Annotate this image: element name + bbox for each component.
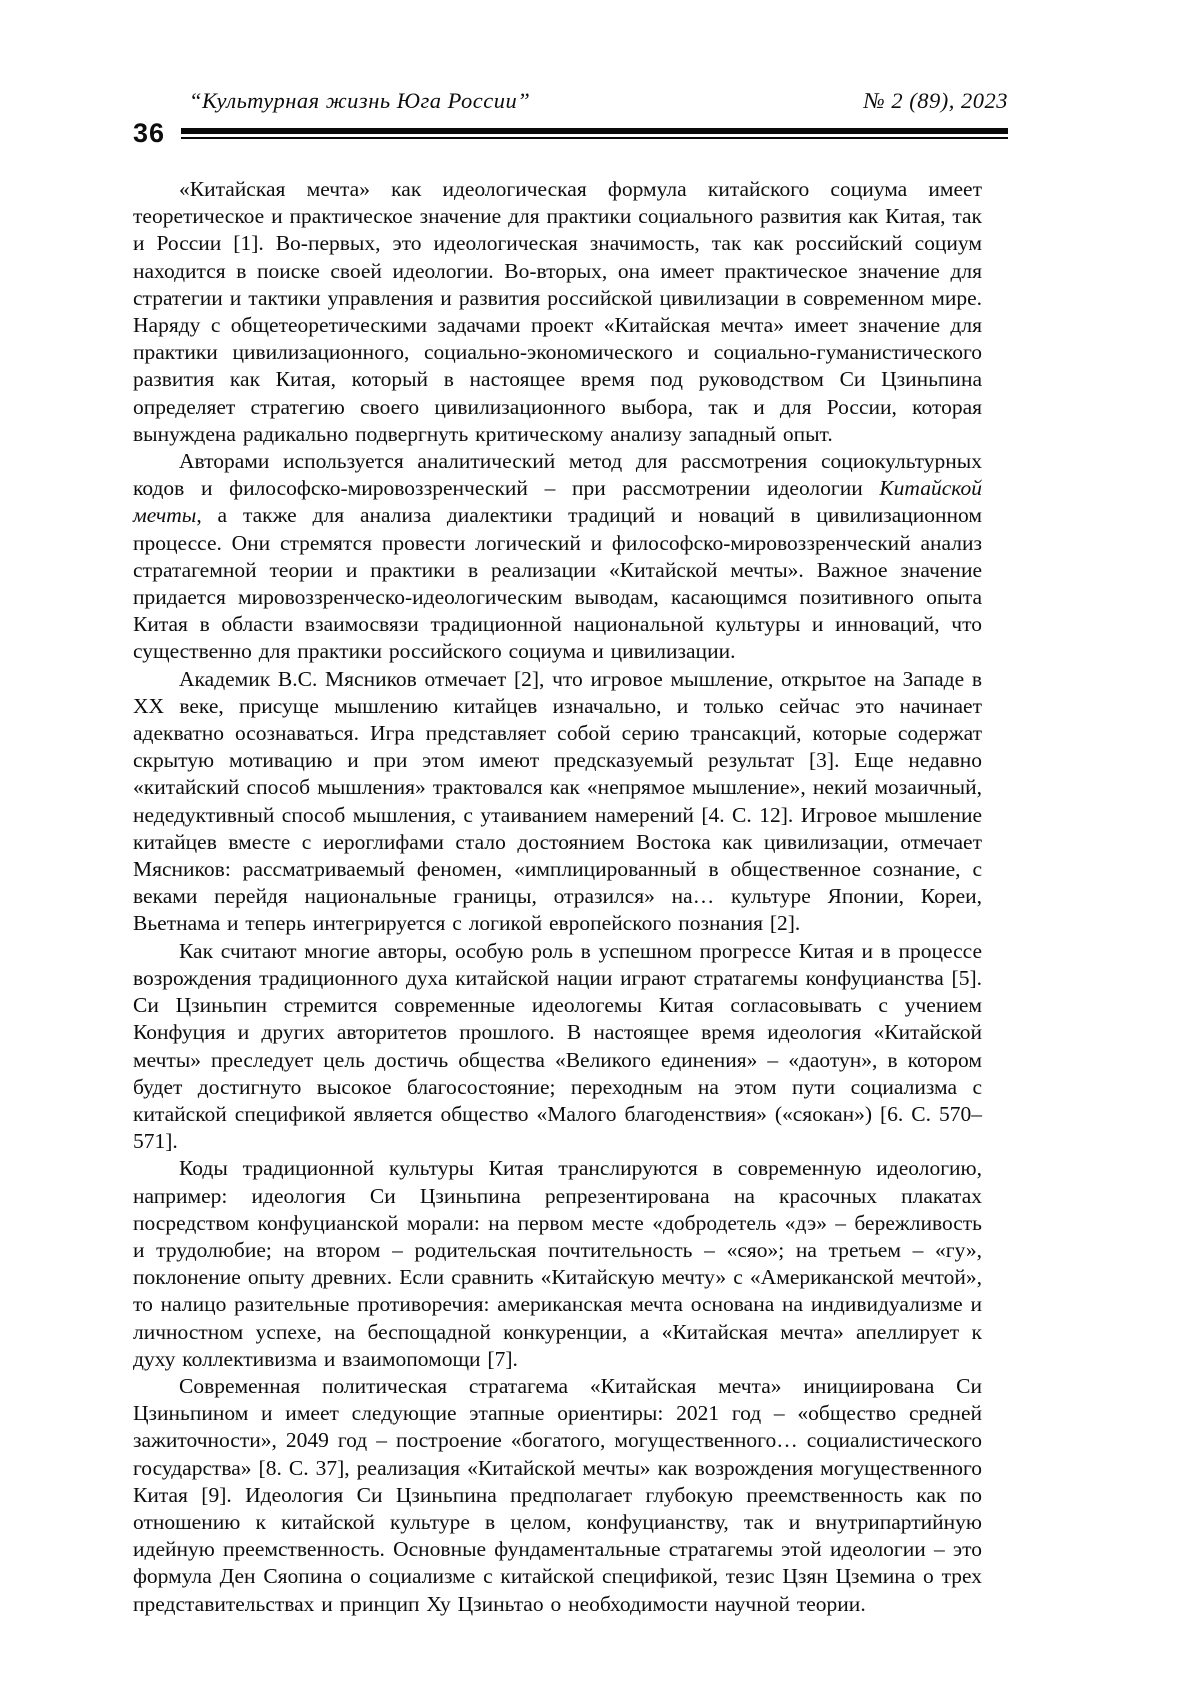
- paragraph: [133, 1373, 982, 1618]
- text-segment: Академик В.С. Мясников отмечает [2], что игровое мышление, открытое на Западе в XX веке, присуще мышлению китайцев изначально, и только сейчас это начинает адекватно осознаваться. Игра представляет собой серию трансакций, которые содержат скрытую мотивацию и при этом имеют предсказуемый результат [3]. Еще недавно «китайский способ мышления» трактовался как «непрямое мышление», некий мозаичный, недедуктивный способ мышления, с утаиванием намерений [4. С. 12]. Игровое мышление китайцев вместе с иероглифами стало достоянием Востока как цивилизации, отмечает Мясников: рассматриваемый феномен, «имплицированный в общественное сознание, с веками перейдя национальные границы, отразился» на… культуре Японии, Кореи, Вьетнама и теперь интегрируется с логикой европейского познания [2].: [133, 666, 982, 936]
- text-segment: Как считают многие авторы, особую роль в успешном прогрессе Китая и в процессе возрождения традиционного духа китайской нации играют стратагемы конфуцианства [5]. Си Цзиньпин стремится современные идеологемы Китая согласовывать с учением Конфуция и других авторитетов прошлого. В настоящее время идеология «Китайской мечты» преследует цель достичь общества «Великого единения» – «даотун», в котором будет достигнуто высокое благосостояние; переходным на этом пути социализма с китайской спецификой является общество «Малого благоденствия» («сяокан») [6. С. 570–571].: [133, 938, 982, 1154]
- text-segment: , а также для анализа диалектики традиций и новаций в цивилизационном процессе. Они стремятся провести логический и философско-мировоззренческий анализ стратагемной теории и практики в реализации «Китайской мечты». Важное значение придается мировоззренческо-идеологическим выводам, касающимся позитивного опыта Китая в области взаимосвязи традиционной национальной культуры и инноваций, что существенно для практики российского социума и цивилизации.: [133, 503, 982, 664]
- paragraph: [133, 1155, 982, 1373]
- header-rule-thin: [181, 137, 1008, 139]
- running-head-text-row: [133, 88, 1008, 114]
- paragraph: [133, 176, 982, 448]
- paragraph: [133, 448, 982, 666]
- header-rule-thick: [181, 128, 1008, 134]
- running-head-rule-row: [133, 120, 1008, 147]
- paragraph: [133, 666, 982, 938]
- italic-text-segment: Китайской мечты: [133, 476, 982, 528]
- running-head: [133, 88, 1008, 147]
- text-segment: Авторами используется аналитический метод для рассмотрения социокультурных кодов и философско-мировоззренческий – при рассмотрении идеологии: [133, 449, 982, 501]
- page-number: 36: [133, 118, 166, 148]
- article-body: [133, 176, 982, 1618]
- paragraph: [133, 938, 982, 1156]
- issue-number: № 2 (89), 2023: [863, 88, 1008, 113]
- journal-title: “Культурная жизнь Юга России”: [189, 88, 531, 113]
- text-segment: Коды традиционной культуры Китая транслируются в современную идеологию, например: идеология Си Цзиньпина репрезентирована на красочных плакатах посредством конфуцианской морали: на первом месте «добродетель «дэ» – бережливость и трудолюбие; на втором – родительская почтительность – «сяо»; на третьем – «гу», поклонение опыту древних. Если сравнить «Китайскую мечту» с «Американской мечтой», то налицо разительные противоречия: американская мечта основана на индивидуализме и личностном успехе, на беспощадной конкуренции, а «Китайская мечта» апеллирует к духу коллективизма и взаимопомощи [7].: [133, 1156, 982, 1371]
- header-rules: [181, 128, 1008, 139]
- text-segment: Современная политическая стратагема «Китайская мечта» инициирована Си Цзиньпином и имеет следующие этапные ориентиры: 2021 год – «общество средней зажиточности», 2049 год – построение «богатого, могущественного… социалистического государства» [8. С. 37], реализация «Китайской мечты» как возрождения могущественного Китая [9]. Идеология Си Цзиньпина предполагает глубокую преемственность как по отношению к китайской культуре в целом, конфуцианству, так и внутрипартийную идейную преемственность. Основные фундаментальные стратагемы этой идеологии – это формула Ден Сяопина о социализме с китайской спецификой, тезис Цзян Цземина о трех представительствах и принцип Ху Цзиньтао о необходимости научной теории.: [133, 1373, 982, 1616]
- text-segment: «Китайская мечта» как идеологическая формула китайского социума имеет теоретическое и практическое значение для практики социального развития как Китая, так и России [1]. Во-первых, это идеологическая значимость, так как российский социум находится в поиске своей идеологии. Во-вторых, она имеет практическое значение для стратегии и тактики управления и развития российской цивилизации в современном мире. Наряду с общетеоретическими задачами проект «Китайская мечта» имеет значение для практики цивилизационного, социально-экономического и социально-гуманистического развития как Китая, который в настоящее время под руководством Си Цзиньпина определяет стратегию своего цивилизационного выбора, так и для России, которая вынуждена радикально подвергнуть критическому анализу западный опыт.: [133, 177, 982, 446]
